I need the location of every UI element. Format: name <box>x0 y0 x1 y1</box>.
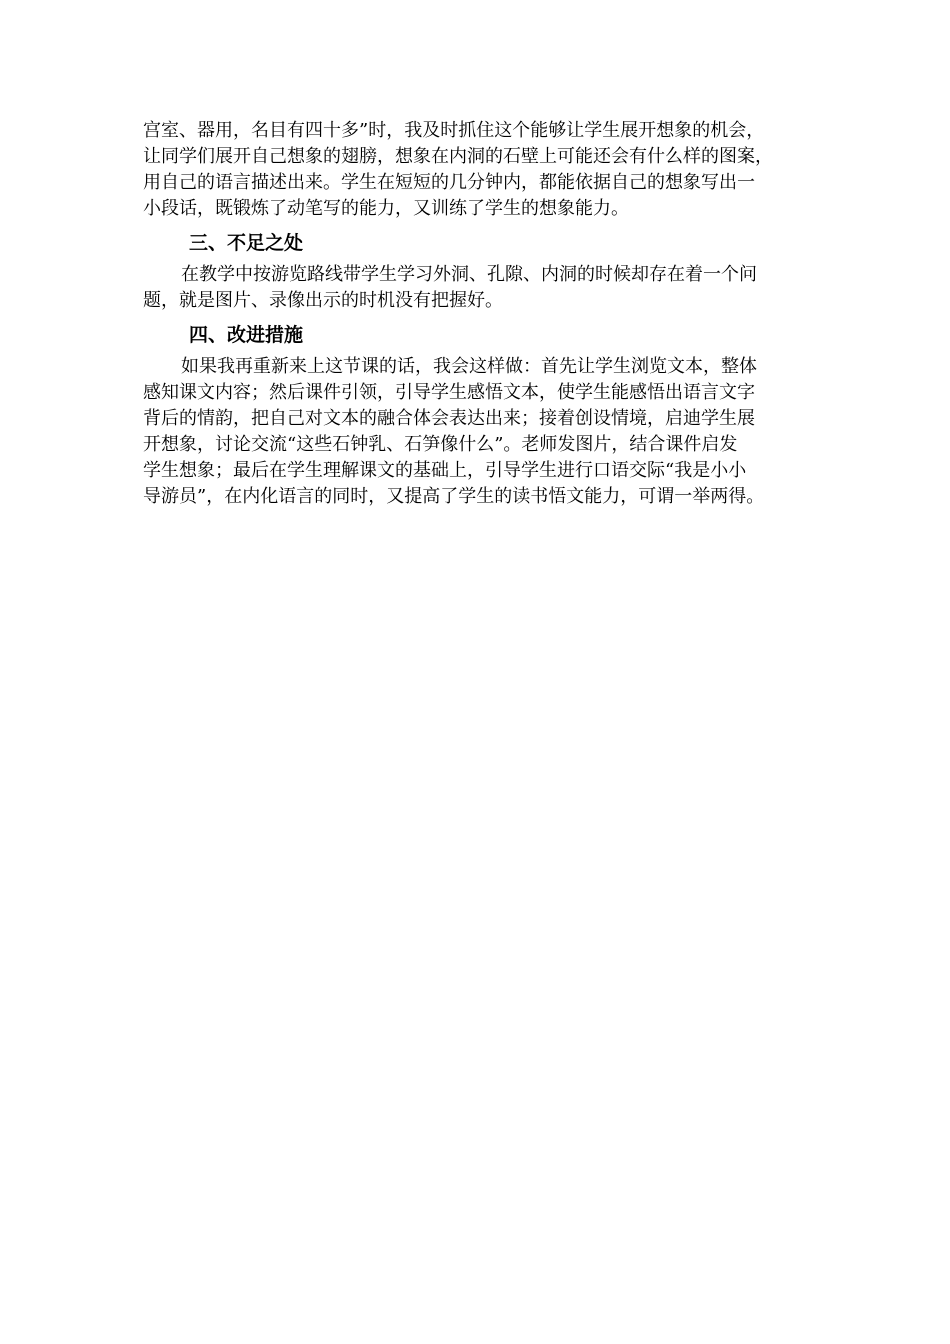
paragraph-line: 导游员”，在内化语言的同时，又提高了学生的读书悟文能力，可谓一举两得。 <box>143 486 765 507</box>
paragraph-line: 如果我再重新来上这节课的话，我会这样做：首先让学生浏览文本，整体 <box>181 356 757 377</box>
paragraph-line: 小段话，既锻炼了动笔写的能力，又训练了学生的想象能力。 <box>143 198 629 219</box>
section-heading-shortcomings: 三、不足之处 <box>189 232 304 254</box>
paragraph-line: 背后的情韵，把自己对文本的融合体会表达出来；接着创设情境，启迪学生展 <box>143 408 755 429</box>
paragraph-line: 开想象，讨论交流“这些石钟乳、石笋像什么”。老师发图片，结合课件启发 <box>143 434 738 455</box>
improvements-paragraph <box>143 354 811 510</box>
continuation-paragraph <box>143 118 811 222</box>
document-body <box>143 118 811 510</box>
paragraph-line: 宫室、器用，名目有四十多”时，我及时抓住这个能够让学生展开想象的机会， <box>143 120 765 141</box>
paragraph-line: 题，就是图片、录像出示的时机没有把握好。 <box>143 290 503 311</box>
paragraph-line: 让同学们展开自己想象的翅膀，想象在内洞的石壁上可能还会有什么样的图案， <box>143 146 773 167</box>
paragraph-line: 用自己的语言描述出来。学生在短短的几分钟内，都能依据自己的想象写出一 <box>143 172 755 193</box>
paragraph-line: 感知课文内容；然后课件引领，引导学生感悟文本，使学生能感悟出语言文字 <box>143 382 755 403</box>
section-heading-improvements: 四、改进措施 <box>189 324 304 346</box>
paragraph-line: 在教学中按游览路线带学生学习外洞、孔隙、内洞的时候却存在着一个问 <box>181 264 757 285</box>
paragraph-line: 学生想象；最后在学生理解课文的基础上，引导学生进行口语交际“我是小小 <box>143 460 747 481</box>
shortcomings-paragraph <box>143 262 811 314</box>
